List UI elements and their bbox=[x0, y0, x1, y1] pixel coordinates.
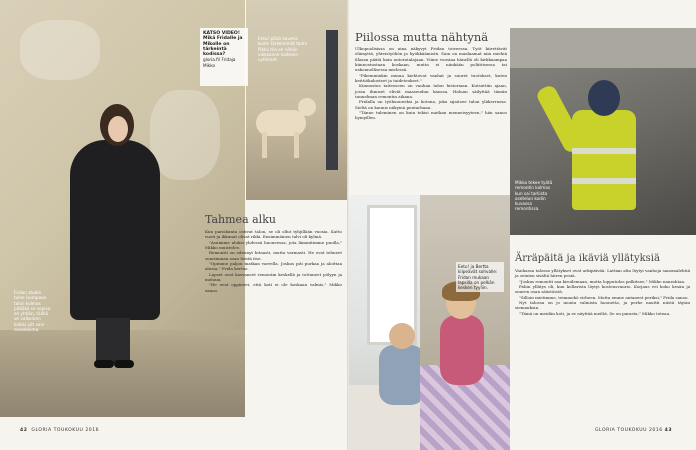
paragraph: Remontti on edennyt hitaasti, mutta varmasti. He ovat tehneet suurimman osan töistä itse. bbox=[205, 250, 342, 261]
caption-window: Eetu! ja Bertta kiipeävät sohvalle: Fridan mukaan lapsilla on pelkän kesken tyyliin. bbox=[456, 262, 504, 292]
paragraph: Ulkopuolisissa on aina näkyvyt Fridan toiveessa. Työt kiirettävät elämyttä, yhteistyöhön ja hyökkäämistä. Sain on maalaamat niin miehiä illasan päätä kuin autoratalajaan. Viime vuosina hänellä oli kirkkaampaa kiinnostustaan koskaan, mutta ei niinkään poliittisessa tai uskonnollisessa mielessä. bbox=[355, 46, 507, 73]
woman-coat bbox=[70, 140, 160, 320]
photo-dog bbox=[246, 0, 347, 200]
page-number-left: 42 bbox=[20, 428, 28, 433]
body-column-arrapaita bbox=[515, 268, 690, 316]
heading-arrapaita: Ärräpäitä ja ikäviä yllätyksiä bbox=[515, 253, 660, 264]
paragraph: "He ovat oppineet, että koti ei ole koskaan valmis," Mikko sanoo. bbox=[205, 282, 342, 293]
reflective-stripe bbox=[572, 178, 636, 184]
paragraph: Lapset ovat kasvaneet remontin keskellä ja tottuneet pölyyn ja meluun. bbox=[205, 271, 342, 283]
wall-texture bbox=[20, 20, 100, 80]
paragraph: Fridalla on työhuoneeksi ja kotona, joka sijaitsee talon yläkerrassa. Sieltä on kaunis näkymä puutarhaan. bbox=[355, 99, 507, 110]
woman-shoe bbox=[94, 360, 114, 368]
heading-piilossa: Piilossa mutta nähtynä bbox=[355, 30, 489, 44]
person-leg bbox=[326, 30, 338, 170]
body-column-piilossa bbox=[355, 46, 507, 121]
video-promo-box bbox=[200, 28, 248, 86]
girl-body bbox=[440, 315, 484, 385]
paragraph: Kiinnostus taiteeseen on vanhan talon historiaan. Kutsuttiin ajaan, jossa ihmiset elivät maaseudun kanssa. Haluan säilyttää tämän tunnelman remontin aikana. bbox=[355, 83, 507, 100]
video-promo-link: gloria.fi/ Fridaja Mikko bbox=[203, 57, 236, 68]
page-number-right: 43 bbox=[664, 428, 673, 433]
window-frame bbox=[367, 205, 417, 345]
worker-head bbox=[588, 80, 620, 116]
woman-face bbox=[108, 116, 128, 142]
paragraph: "Tänne tuleminen on kuin tekisi matkan menneisyyteen," hän sanoo hymyillen. bbox=[355, 110, 507, 121]
paragraph: Vanhassa talossa yllätykset ovat arkipäivää. Lattian alta löytyi vanhoja sanomalehtiä ja seinien sisältä hiiren pesiä. bbox=[515, 268, 690, 279]
photo-girl bbox=[420, 195, 510, 450]
paragraph: "Joskus remontti saa kiroilemaan, mutta lopputulos palkitsee," Mikko naurahtaa. bbox=[519, 278, 686, 284]
paragraph: "Tämä on meidän koti, ja se näyttää meiltä. Se on parasta," Mikko toteaa. bbox=[519, 310, 671, 316]
footer-label-right: GLORIA TOUKOKUU 2016 bbox=[595, 428, 663, 433]
woman-legs bbox=[96, 318, 130, 363]
footer-left bbox=[20, 428, 99, 433]
child-body bbox=[379, 345, 425, 405]
dog-leg bbox=[262, 132, 267, 158]
video-promo-head: KATSO VIDEO! Mikä Fridalle ja Mikolle on tärkeintä kodissa? bbox=[203, 31, 243, 58]
footer-right bbox=[595, 428, 676, 433]
paragraph: "Silloin mietimme, teimmekö virheen. Mutta emme antaneet periksi," Frida sanoo. bbox=[519, 294, 689, 300]
heading-tahmea: Tahmea alku bbox=[205, 213, 276, 226]
wall-texture bbox=[150, 90, 220, 180]
woman-shoe bbox=[114, 360, 134, 368]
paragraph: Kun pariskunta ostivat talon, se oli ollut tyhjillään vuosia. Katto vuoti ja ikkunat olivat rikki. Ensimmäinen talvi oli kylmä. bbox=[205, 229, 342, 240]
caption-woman: Fridan studio tulee isompaan talon kolmas pitääkö se sopiva on yhtiön, täällä on valkoinen kaikki yöt vain masekaima. bbox=[14, 290, 51, 333]
footer-label-left: GLORIA TOUKOKUU 2016 bbox=[31, 428, 100, 433]
page-gutter bbox=[347, 0, 349, 450]
paragraph: "Opimme paljon matkan varrella. Joskus piti purkaa ja aloittaa alusta," Frida kertoo. bbox=[205, 261, 342, 272]
ceiling-beam bbox=[510, 28, 696, 68]
caption-dog: Eetu! pitää kaveria kodin tärkeimmät taimi Pikku tila on vähän vaikeanne kaikkein uylitimet. bbox=[258, 36, 307, 63]
worker-vest bbox=[572, 110, 636, 210]
child-head bbox=[389, 323, 415, 349]
paragraph: "Pikemminkin minua kiehtovat vanhat ja suuret tuotokset, kuten keittiökalusteet ja taideteokset." bbox=[355, 72, 507, 84]
paragraph: Pahin yllätys oli, kun kellarista löytyi kosteusvaurio. Korjaus vei koko kesän ja suuren osan säästöistä. bbox=[515, 284, 690, 295]
paragraph: "Asuimme aluksi yhdessä huoneessa, jota lämmitimme puulla," Mikko muistelee. bbox=[205, 239, 342, 251]
dog-head bbox=[298, 98, 316, 116]
reflective-stripe bbox=[572, 148, 636, 154]
paragraph: Nyt talossa on jo monta valmista huonetta, ja perhe nauttii niistä täysin siemauksin. bbox=[515, 300, 690, 311]
body-column-tahmea bbox=[205, 229, 342, 293]
caption-worker: Mikko tekee työtä remontin kolmas kun sai tarkista asetelun kodin kuvassa remontissa. bbox=[515, 180, 553, 212]
dog-leg bbox=[294, 132, 299, 158]
